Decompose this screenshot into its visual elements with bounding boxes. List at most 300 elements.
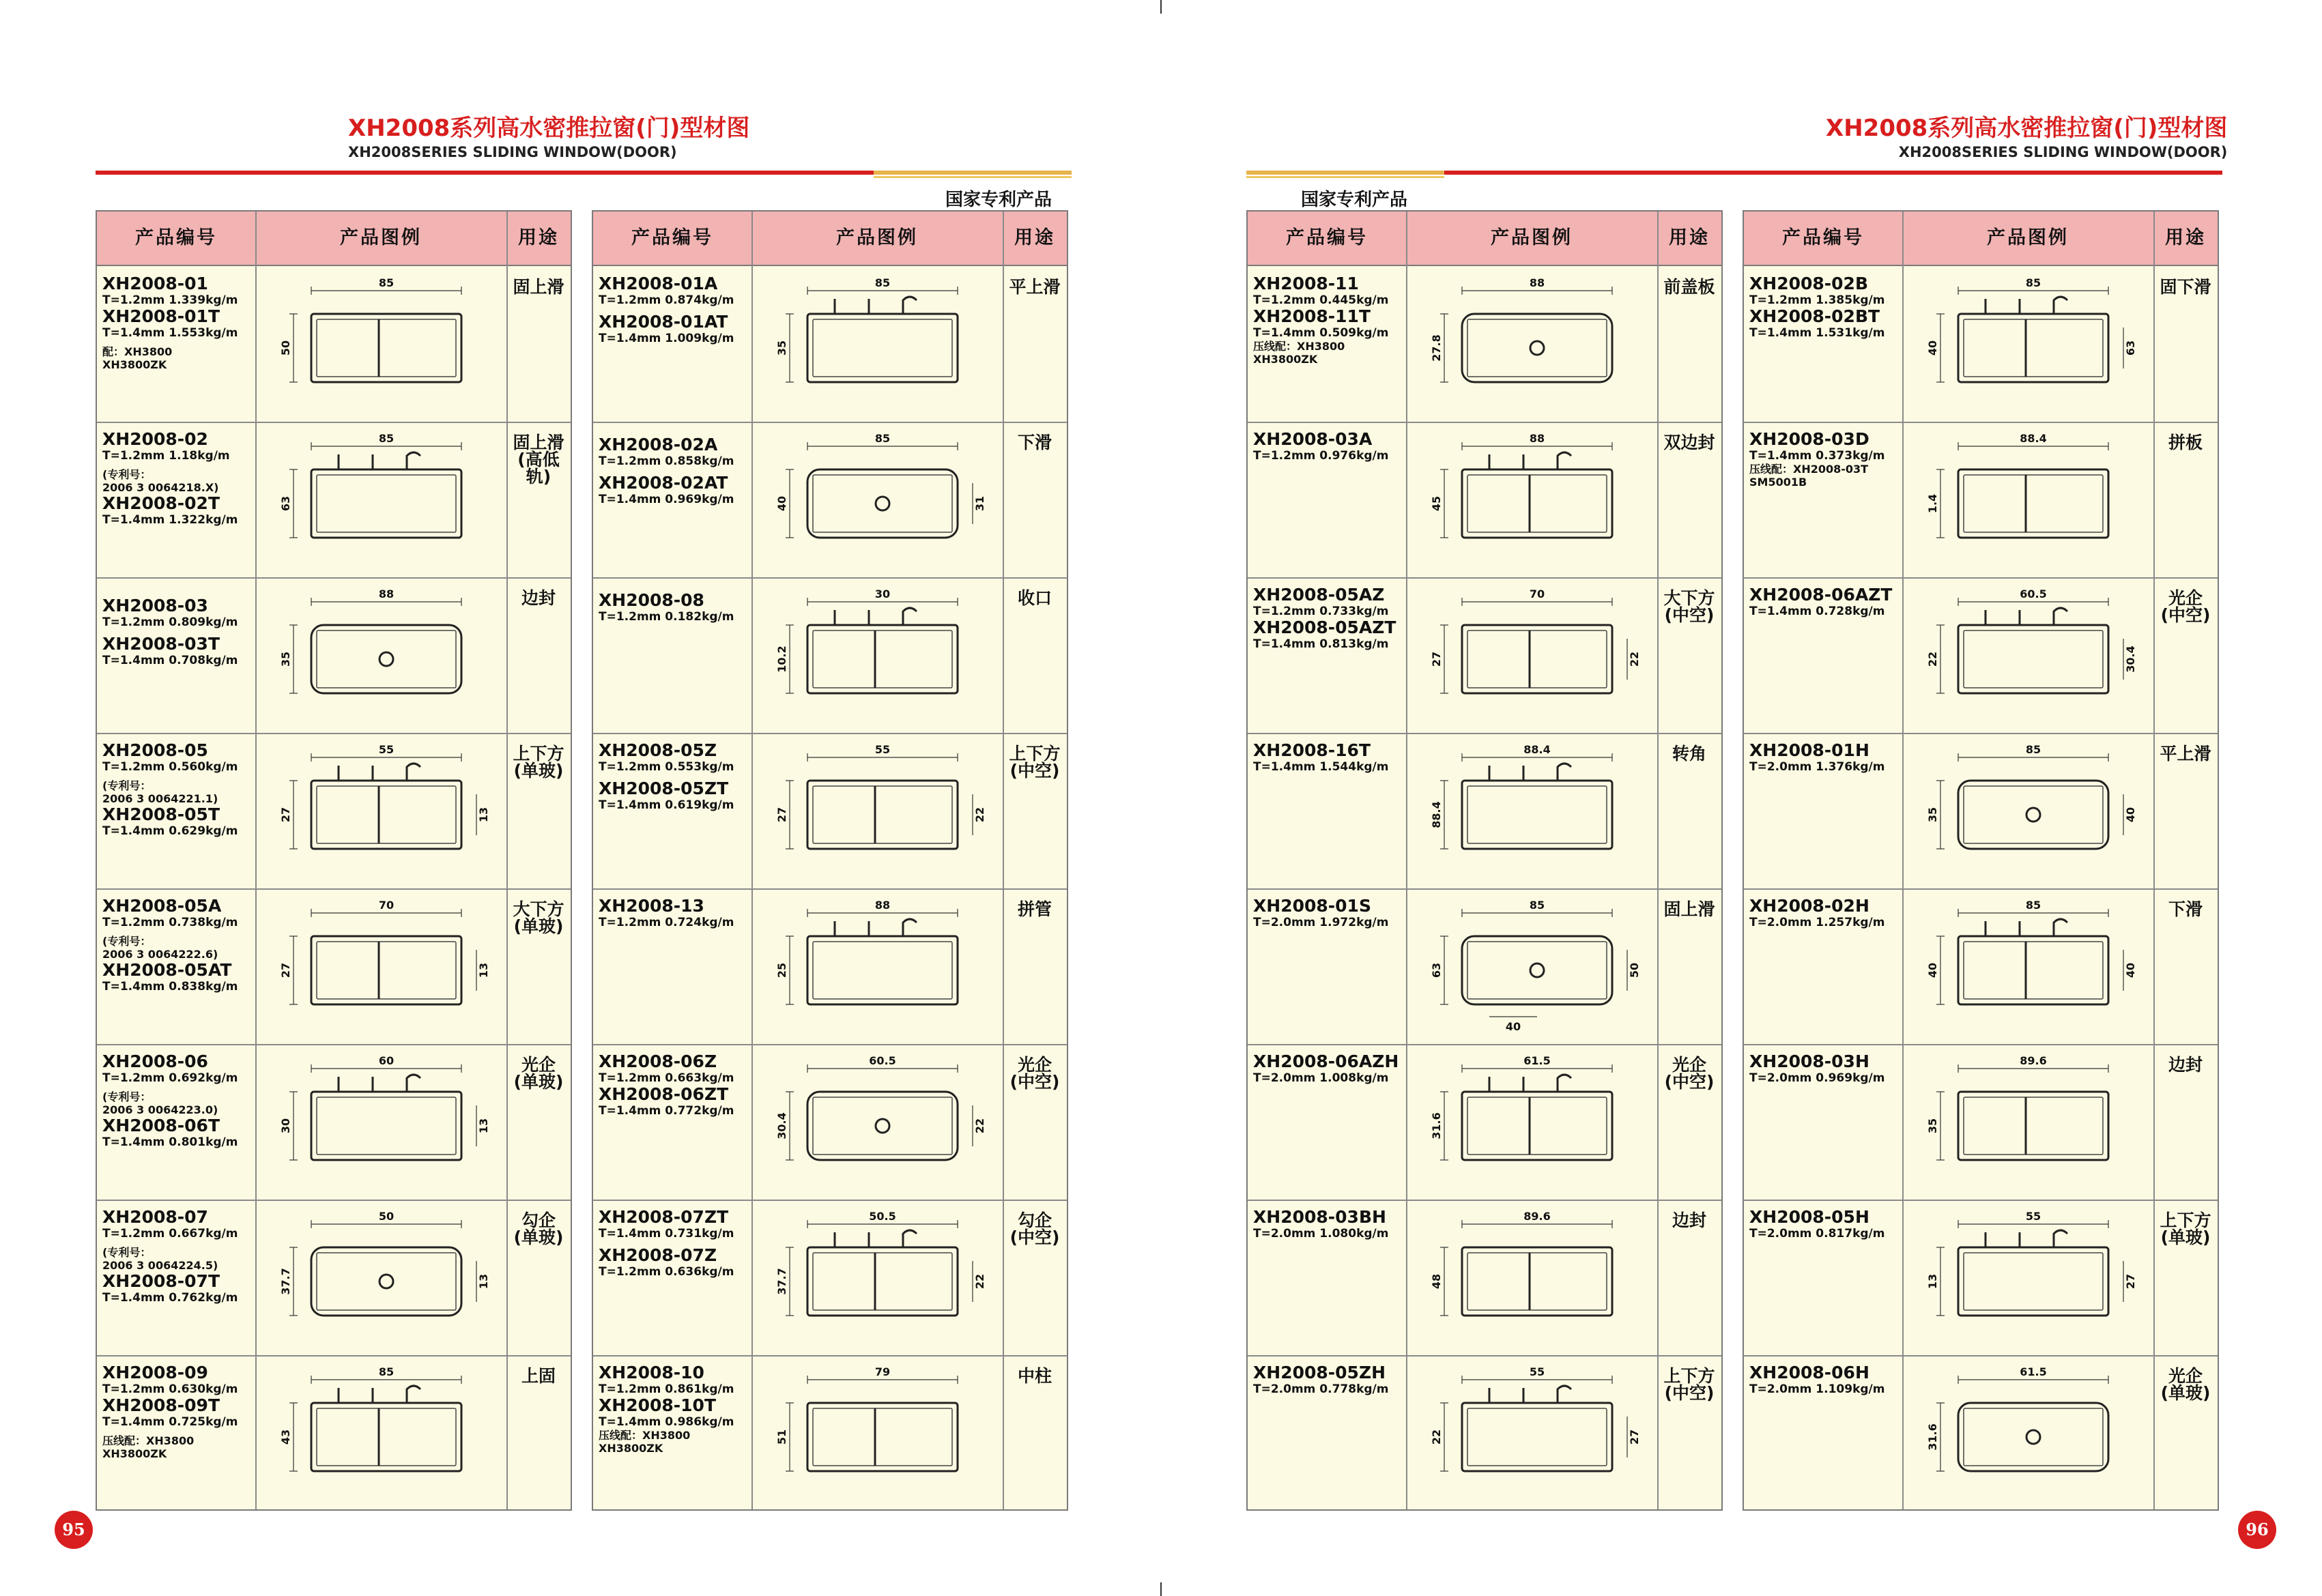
usage-text: (中空) bbox=[1664, 1072, 1715, 1092]
spec-text: T=1.4mm 0.708kg/m bbox=[102, 654, 238, 667]
dimension-label: 85 bbox=[378, 276, 395, 289]
patent-label: 国家专利产品 bbox=[945, 190, 1052, 210]
product-code: XH2008-06 bbox=[102, 1051, 208, 1071]
product-code-cell bbox=[599, 897, 749, 929]
row-divider bbox=[1248, 733, 1721, 734]
product-code-cell bbox=[1749, 585, 1900, 618]
spec-text: T=2.0mm 0.817kg/m bbox=[1749, 1227, 1885, 1240]
profile-drawing bbox=[279, 587, 461, 693]
dimension-label: 37.7 bbox=[775, 1268, 788, 1295]
usage-text: 边封 bbox=[1672, 1210, 1706, 1230]
product-code-cell bbox=[1253, 585, 1403, 651]
profile-figure bbox=[1904, 266, 2153, 422]
note-text: (专利号： bbox=[102, 1246, 152, 1259]
product-code-cell bbox=[1253, 1208, 1403, 1240]
dimension-label: 88.4 bbox=[1430, 801, 1443, 828]
table-row bbox=[1744, 1355, 2218, 1511]
profile-drawing bbox=[1926, 1054, 2108, 1160]
header-rule-red bbox=[96, 171, 874, 175]
spec-text: T=2.0mm 0.778kg/m bbox=[1253, 1382, 1389, 1396]
table-row bbox=[97, 1200, 571, 1355]
profile-figure-cell bbox=[753, 422, 1003, 577]
dimension-label: 85 bbox=[2025, 276, 2041, 289]
usage-cell bbox=[2153, 901, 2218, 918]
profile-drawing bbox=[1926, 1210, 2137, 1316]
row-divider bbox=[1744, 1044, 2218, 1045]
spec-text: T=1.4mm 1.544kg/m bbox=[1253, 760, 1389, 774]
dimension-label: 61.5 bbox=[2020, 1365, 2047, 1378]
product-code-cell bbox=[599, 741, 749, 812]
usage-text: 勾企 bbox=[1017, 1210, 1052, 1230]
profile-figure bbox=[257, 1200, 506, 1355]
usage-text: 固下滑 bbox=[2160, 277, 2211, 297]
spec-text: T=1.4mm 1.553kg/m bbox=[102, 326, 238, 340]
usage-text: 固上滑 bbox=[513, 277, 564, 297]
profile-figure bbox=[753, 577, 1003, 733]
spacer bbox=[102, 774, 253, 779]
dimension-label: 22 bbox=[1430, 1429, 1443, 1445]
table-row bbox=[1744, 1044, 2218, 1200]
page-number-right: 96 bbox=[2238, 1511, 2276, 1549]
spec-text: T=2.0mm 0.969kg/m bbox=[1749, 1071, 1885, 1085]
note-text: XH3800ZK bbox=[102, 358, 167, 371]
spec-text: T=1.4mm 0.986kg/m bbox=[599, 1415, 734, 1429]
usage-text: (中空) bbox=[1664, 1383, 1715, 1403]
dimension-label: 30 bbox=[279, 1118, 292, 1134]
right-page bbox=[1161, 0, 2322, 1596]
usage-text: 光企 bbox=[1672, 1055, 1706, 1075]
usage-text: 边封 bbox=[2168, 1055, 2203, 1075]
dimension-label: 37.7 bbox=[279, 1268, 292, 1295]
usage-text: (高低轨) bbox=[517, 450, 560, 487]
profile-table-3 bbox=[1246, 210, 1723, 1511]
product-code: XH2008-03D bbox=[1749, 429, 1869, 449]
profile-drawing bbox=[279, 432, 461, 538]
row-divider bbox=[593, 1200, 1067, 1201]
header-rule-gold-thin bbox=[874, 176, 1072, 178]
usage-text: 固上滑 bbox=[1663, 899, 1715, 919]
dimension-label: 22 bbox=[973, 1118, 986, 1134]
usage-text: 下滑 bbox=[1017, 433, 1052, 452]
profile-drawing bbox=[1430, 1365, 1641, 1471]
table-row bbox=[1248, 422, 1721, 577]
spec-text: T=1.2mm 0.445kg/m bbox=[1253, 293, 1389, 307]
table-row bbox=[97, 422, 571, 577]
note-text: 2006 3 0064221.1) bbox=[102, 792, 218, 805]
profile-figure-cell bbox=[1904, 1200, 2153, 1355]
product-code: XH2008-06AZH bbox=[1253, 1051, 1399, 1071]
profile-figure-cell bbox=[1407, 1044, 1657, 1200]
product-code: XH2008-11T bbox=[1253, 306, 1371, 326]
product-code: XH2008-06AZT bbox=[1749, 585, 1893, 605]
spec-text: T=1.4mm 0.725kg/m bbox=[102, 1415, 238, 1429]
spacer bbox=[102, 340, 253, 345]
spec-text: T=1.2mm 0.553kg/m bbox=[599, 760, 734, 774]
product-code: XH2008-01H bbox=[1749, 740, 1869, 760]
product-code: XH2008-06H bbox=[1749, 1363, 1869, 1382]
dimension-label: 22 bbox=[1628, 651, 1641, 667]
profile-drawing bbox=[775, 743, 986, 849]
profile-drawing bbox=[1926, 899, 2137, 1004]
usage-cell bbox=[2153, 745, 2218, 762]
profile-drawing bbox=[279, 276, 461, 382]
product-code-cell bbox=[1253, 274, 1403, 366]
usage-cell bbox=[1003, 1367, 1067, 1384]
usage-text: 上固 bbox=[521, 1366, 556, 1386]
usage-cell bbox=[1003, 590, 1067, 607]
profile-figure bbox=[1407, 422, 1657, 577]
profile-figure bbox=[1407, 1044, 1657, 1200]
dimension-label: 63 bbox=[2124, 340, 2137, 356]
spacer bbox=[102, 1240, 253, 1246]
usage-text: (单玻) bbox=[513, 1228, 564, 1247]
dimension-label: 85 bbox=[2025, 743, 2041, 756]
usage-cell bbox=[2153, 278, 2218, 295]
dimension-label: 51 bbox=[775, 1429, 788, 1445]
product-code: XH2008-06Z bbox=[599, 1051, 717, 1071]
profile-figure-cell bbox=[257, 266, 506, 422]
spec-text: T=2.0mm 1.008kg/m bbox=[1253, 1071, 1389, 1085]
product-code: XH2008-03BH bbox=[1253, 1207, 1386, 1227]
dimension-label: 30.4 bbox=[775, 1112, 788, 1140]
product-code-cell bbox=[102, 897, 253, 993]
dimension-label: 13 bbox=[477, 962, 490, 978]
spec-text: T=1.4mm 0.772kg/m bbox=[599, 1104, 734, 1118]
dimension-label: 40 bbox=[1926, 962, 1939, 978]
profile-figure-cell bbox=[1904, 577, 2153, 733]
product-code: XH2008-01AT bbox=[599, 312, 728, 332]
header-figure: 产品图例 bbox=[1987, 227, 2069, 248]
profile-drawing bbox=[279, 1054, 490, 1160]
product-code: XH2008-09 bbox=[102, 1363, 208, 1382]
product-code-cell bbox=[102, 430, 253, 527]
product-code: XH2008-05H bbox=[1749, 1207, 1869, 1227]
dimension-label: 48 bbox=[1430, 1273, 1443, 1290]
product-code: XH2008-05A bbox=[102, 896, 222, 916]
profile-figure bbox=[257, 1355, 506, 1511]
dimension-label: 50 bbox=[279, 340, 292, 356]
usage-text: 光企 bbox=[2168, 1366, 2203, 1386]
product-code-cell bbox=[102, 1208, 253, 1305]
profile-drawing bbox=[775, 432, 986, 538]
usage-cell bbox=[1657, 901, 1721, 918]
dimension-label: 60.5 bbox=[2020, 587, 2047, 600]
table-row bbox=[593, 733, 1067, 888]
page-title-cn-right: XH2008系列高水密推拉窗(门)型材图 bbox=[1826, 115, 2228, 142]
usage-cell bbox=[1657, 590, 1721, 624]
product-code: XH2008-11 bbox=[1253, 274, 1359, 293]
profile-figure bbox=[1407, 888, 1657, 1044]
header-code: 产品编号 bbox=[1782, 227, 1864, 248]
profile-figure bbox=[753, 733, 1003, 888]
profile-figure bbox=[1407, 266, 1657, 422]
profile-figure bbox=[753, 266, 1003, 422]
dimension-label: 40 bbox=[1926, 340, 1939, 356]
product-code-cell bbox=[1253, 430, 1403, 463]
row-divider bbox=[1248, 577, 1721, 579]
profile-figure bbox=[1904, 1355, 2153, 1511]
profile-figure-cell bbox=[1904, 1355, 2153, 1511]
usage-text: 光企 bbox=[521, 1055, 556, 1075]
table-row bbox=[97, 733, 571, 888]
row-divider bbox=[1744, 1200, 2218, 1201]
profile-figure bbox=[257, 577, 506, 733]
profile-drawing bbox=[1430, 1210, 1612, 1316]
dimension-label: 88 bbox=[1529, 276, 1545, 289]
usage-cell bbox=[1003, 1212, 1067, 1246]
product-code: XH2008-02B bbox=[1749, 274, 1868, 293]
header-use: 用途 bbox=[1669, 227, 1710, 248]
dimension-label: 45 bbox=[1430, 495, 1443, 512]
dimension-label: 27 bbox=[1628, 1429, 1641, 1445]
product-code: XH2008-03H bbox=[1749, 1051, 1869, 1071]
dimension-label: 88 bbox=[378, 587, 395, 600]
table-row bbox=[1248, 1355, 1721, 1511]
profile-table-1 bbox=[96, 210, 572, 1511]
row-divider bbox=[97, 888, 571, 890]
product-code-cell bbox=[599, 430, 749, 506]
page-title-en-right: XH2008SERIES SLIDING WINDOW(DOOR) bbox=[1898, 144, 2228, 160]
product-code-cell bbox=[102, 741, 253, 838]
product-code: XH2008-05 bbox=[102, 740, 208, 760]
dimension-label: 22 bbox=[1926, 651, 1939, 667]
product-code: XH2008-06T bbox=[102, 1116, 220, 1135]
profile-figure bbox=[1407, 577, 1657, 733]
table-header bbox=[1744, 212, 2218, 266]
row-divider bbox=[593, 577, 1067, 579]
product-code-cell bbox=[102, 585, 253, 667]
usage-cell bbox=[2153, 1056, 2218, 1073]
usage-cell bbox=[2153, 1212, 2218, 1246]
header-use: 用途 bbox=[518, 227, 559, 248]
spec-text: T=1.4mm 1.531kg/m bbox=[1749, 326, 1885, 340]
dimension-label: 40 bbox=[2124, 962, 2137, 978]
product-code-cell bbox=[1749, 1208, 1900, 1240]
profile-figure-cell bbox=[753, 1200, 1003, 1355]
table-row bbox=[1744, 888, 2218, 1044]
usage-text: 边封 bbox=[521, 588, 556, 608]
dimension-label: 50 bbox=[1628, 962, 1641, 978]
dimension-label: 63 bbox=[1430, 962, 1443, 978]
dimension-label: 55 bbox=[1529, 1365, 1545, 1378]
profile-figure bbox=[1407, 733, 1657, 888]
spacer bbox=[102, 463, 253, 468]
dimension-label: 31.6 bbox=[1430, 1112, 1443, 1140]
usage-text: 下滑 bbox=[2168, 899, 2203, 919]
product-code: XH2008-05AT bbox=[102, 960, 232, 980]
table-row bbox=[97, 888, 571, 1044]
product-code: XH2008-10 bbox=[599, 1363, 704, 1382]
usage-text: 双边封 bbox=[1663, 433, 1715, 452]
usage-text: 大下方 bbox=[1663, 588, 1715, 608]
dimension-label: 43 bbox=[279, 1429, 292, 1445]
note-text: 2006 3 0064222.6) bbox=[102, 948, 218, 961]
profile-figure-cell bbox=[1407, 733, 1657, 888]
header-code: 产品编号 bbox=[1286, 227, 1368, 248]
dimension-label: 50 bbox=[378, 1210, 395, 1223]
profile-figure-cell bbox=[1407, 1355, 1657, 1511]
note-text: 压线配：XH3800 bbox=[1253, 340, 1345, 353]
profile-drawing bbox=[775, 1054, 986, 1160]
dimension-label: 31.6 bbox=[1926, 1423, 1939, 1451]
spec-text: T=1.2mm 0.733kg/m bbox=[1253, 605, 1389, 618]
usage-text: 上下方 bbox=[1009, 744, 1061, 764]
table-row bbox=[593, 577, 1067, 733]
profile-drawing bbox=[1926, 432, 2108, 538]
profile-figure bbox=[1904, 1200, 2153, 1355]
dimension-label: 88.4 bbox=[2020, 432, 2047, 445]
header-rule-gold-right bbox=[1246, 171, 1444, 175]
usage-cell bbox=[506, 434, 571, 485]
product-code-cell bbox=[102, 1363, 253, 1460]
product-code-cell bbox=[102, 1052, 253, 1149]
usage-text: 拼管 bbox=[1017, 899, 1052, 919]
row-divider bbox=[593, 1044, 1067, 1045]
dimension-label: 88.4 bbox=[1523, 743, 1551, 756]
usage-cell bbox=[2153, 590, 2218, 624]
usage-text: 平上滑 bbox=[1009, 277, 1061, 297]
row-divider bbox=[97, 577, 571, 579]
profile-drawing bbox=[279, 1210, 490, 1316]
table-row bbox=[97, 1044, 571, 1200]
usage-text: (单玻) bbox=[513, 916, 564, 936]
product-code: XH2008-09T bbox=[102, 1395, 220, 1415]
usage-text: 拼板 bbox=[2168, 433, 2203, 452]
dimension-label: 85 bbox=[378, 432, 395, 445]
usage-text: 上下方 bbox=[513, 744, 564, 764]
profile-figure-cell bbox=[1407, 422, 1657, 577]
header-use: 用途 bbox=[2165, 227, 2206, 248]
usage-text: (单玻) bbox=[513, 761, 564, 781]
profile-figure bbox=[1407, 1355, 1657, 1511]
profile-figure bbox=[1407, 1200, 1657, 1355]
title-block-right bbox=[1826, 109, 2227, 160]
header-figure: 产品图例 bbox=[340, 227, 422, 248]
product-code: XH2008-07ZT bbox=[599, 1207, 729, 1227]
patent-label-right: 国家专利产品 bbox=[1301, 190, 1408, 210]
usage-cell bbox=[1003, 434, 1067, 451]
dimension-label: 61.5 bbox=[1523, 1054, 1551, 1067]
dimension-label: 89.6 bbox=[2020, 1054, 2047, 1067]
product-code-cell bbox=[1749, 741, 1900, 774]
note-text: 2006 3 0064218.X) bbox=[102, 481, 219, 494]
dimension-label: 89.6 bbox=[1523, 1210, 1551, 1223]
usage-cell bbox=[1657, 434, 1721, 451]
dimension-label: 85 bbox=[2025, 899, 2041, 912]
product-code-cell bbox=[1253, 1052, 1403, 1085]
profile-figure-cell bbox=[1904, 1044, 2153, 1200]
row-divider bbox=[1248, 888, 1721, 890]
table-row bbox=[1744, 266, 2218, 422]
note-text: 配：XH3800 bbox=[102, 345, 173, 358]
product-code: XH2008-03T bbox=[102, 634, 220, 654]
dimension-label: 70 bbox=[1529, 587, 1545, 600]
profile-figure-cell bbox=[753, 577, 1003, 733]
usage-text: 前盖板 bbox=[1663, 277, 1715, 297]
product-code: XH2008-07 bbox=[102, 1207, 208, 1227]
dimension-label: 30.4 bbox=[2124, 645, 2137, 673]
row-divider bbox=[1744, 1355, 2218, 1356]
spec-text: T=1.2mm 1.18kg/m bbox=[102, 449, 230, 463]
usage-text: 光企 bbox=[2168, 588, 2203, 608]
dimension-label: 13 bbox=[477, 1273, 490, 1290]
profile-figure-cell bbox=[257, 733, 506, 888]
spec-text: T=1.2mm 0.630kg/m bbox=[102, 1382, 238, 1396]
usage-text: (中空) bbox=[1009, 1228, 1060, 1247]
product-code: XH2008-05ZH bbox=[1253, 1363, 1386, 1382]
note-text: XH3800ZK bbox=[599, 1442, 663, 1455]
profile-figure bbox=[257, 1044, 506, 1200]
header-code: 产品编号 bbox=[135, 227, 217, 248]
usage-cell bbox=[1657, 1056, 1721, 1090]
profile-figure bbox=[257, 266, 506, 422]
usage-text: 上下方 bbox=[1663, 1366, 1715, 1386]
profile-figure-cell bbox=[257, 1355, 506, 1511]
profile-figure bbox=[1904, 1044, 2153, 1200]
product-code-cell bbox=[102, 274, 253, 371]
usage-text: (单玻) bbox=[2160, 1228, 2211, 1247]
profile-figure bbox=[753, 1044, 1003, 1200]
product-code: XH2008-01S bbox=[1253, 896, 1371, 916]
table-header bbox=[97, 212, 571, 266]
table-row bbox=[593, 266, 1067, 422]
dimension-label: 60 bbox=[378, 1054, 395, 1067]
spec-text: T=1.2mm 0.809kg/m bbox=[102, 615, 238, 629]
profile-figure bbox=[1904, 733, 2153, 888]
profile-table-2 bbox=[592, 210, 1068, 1511]
dimension-label: 27 bbox=[1430, 651, 1443, 667]
dimension-label: 35 bbox=[279, 651, 292, 667]
profile-figure-cell bbox=[257, 422, 506, 577]
product-code: XH2008-05Z bbox=[599, 740, 717, 760]
table-row bbox=[1248, 1200, 1721, 1355]
usage-cell bbox=[1657, 278, 1721, 295]
dimension-label: 35 bbox=[1926, 807, 1939, 823]
dimension-label: 50.5 bbox=[869, 1210, 896, 1223]
profile-drawing bbox=[279, 899, 490, 1004]
product-code: XH2008-05T bbox=[102, 804, 220, 824]
dimension-label: 22 bbox=[973, 1273, 986, 1290]
usage-cell bbox=[1003, 278, 1067, 295]
table-row bbox=[97, 266, 571, 422]
profile-figure-cell bbox=[1904, 422, 2153, 577]
note-text: XH3800ZK bbox=[1253, 353, 1318, 366]
table-row bbox=[593, 1355, 1067, 1511]
spacer bbox=[102, 1085, 253, 1090]
dimension-label: 79 bbox=[874, 1365, 891, 1378]
spec-text: T=1.4mm 0.373kg/m bbox=[1749, 449, 1885, 463]
usage-cell bbox=[1657, 1212, 1721, 1229]
spec-text: T=1.4mm 0.969kg/m bbox=[599, 493, 734, 506]
table-header bbox=[1248, 212, 1721, 266]
profile-drawing bbox=[279, 743, 490, 849]
spec-text: T=1.2mm 0.738kg/m bbox=[102, 916, 238, 929]
product-code-cell bbox=[599, 585, 749, 624]
profile-figure-cell bbox=[753, 733, 1003, 888]
profile-drawing bbox=[1430, 1054, 1612, 1160]
usage-cell bbox=[506, 1367, 571, 1384]
table-row bbox=[1744, 577, 2218, 733]
table-header bbox=[593, 212, 1067, 266]
profile-drawing bbox=[1430, 743, 1612, 849]
page-number-left: 95 bbox=[55, 1511, 93, 1549]
usage-cell bbox=[2153, 434, 2218, 451]
usage-cell bbox=[506, 901, 571, 935]
profile-drawing bbox=[1926, 587, 2137, 693]
usage-text: 中柱 bbox=[1017, 1366, 1052, 1386]
usage-text: 上下方 bbox=[2160, 1210, 2211, 1230]
product-code: XH2008-01 bbox=[102, 274, 208, 293]
